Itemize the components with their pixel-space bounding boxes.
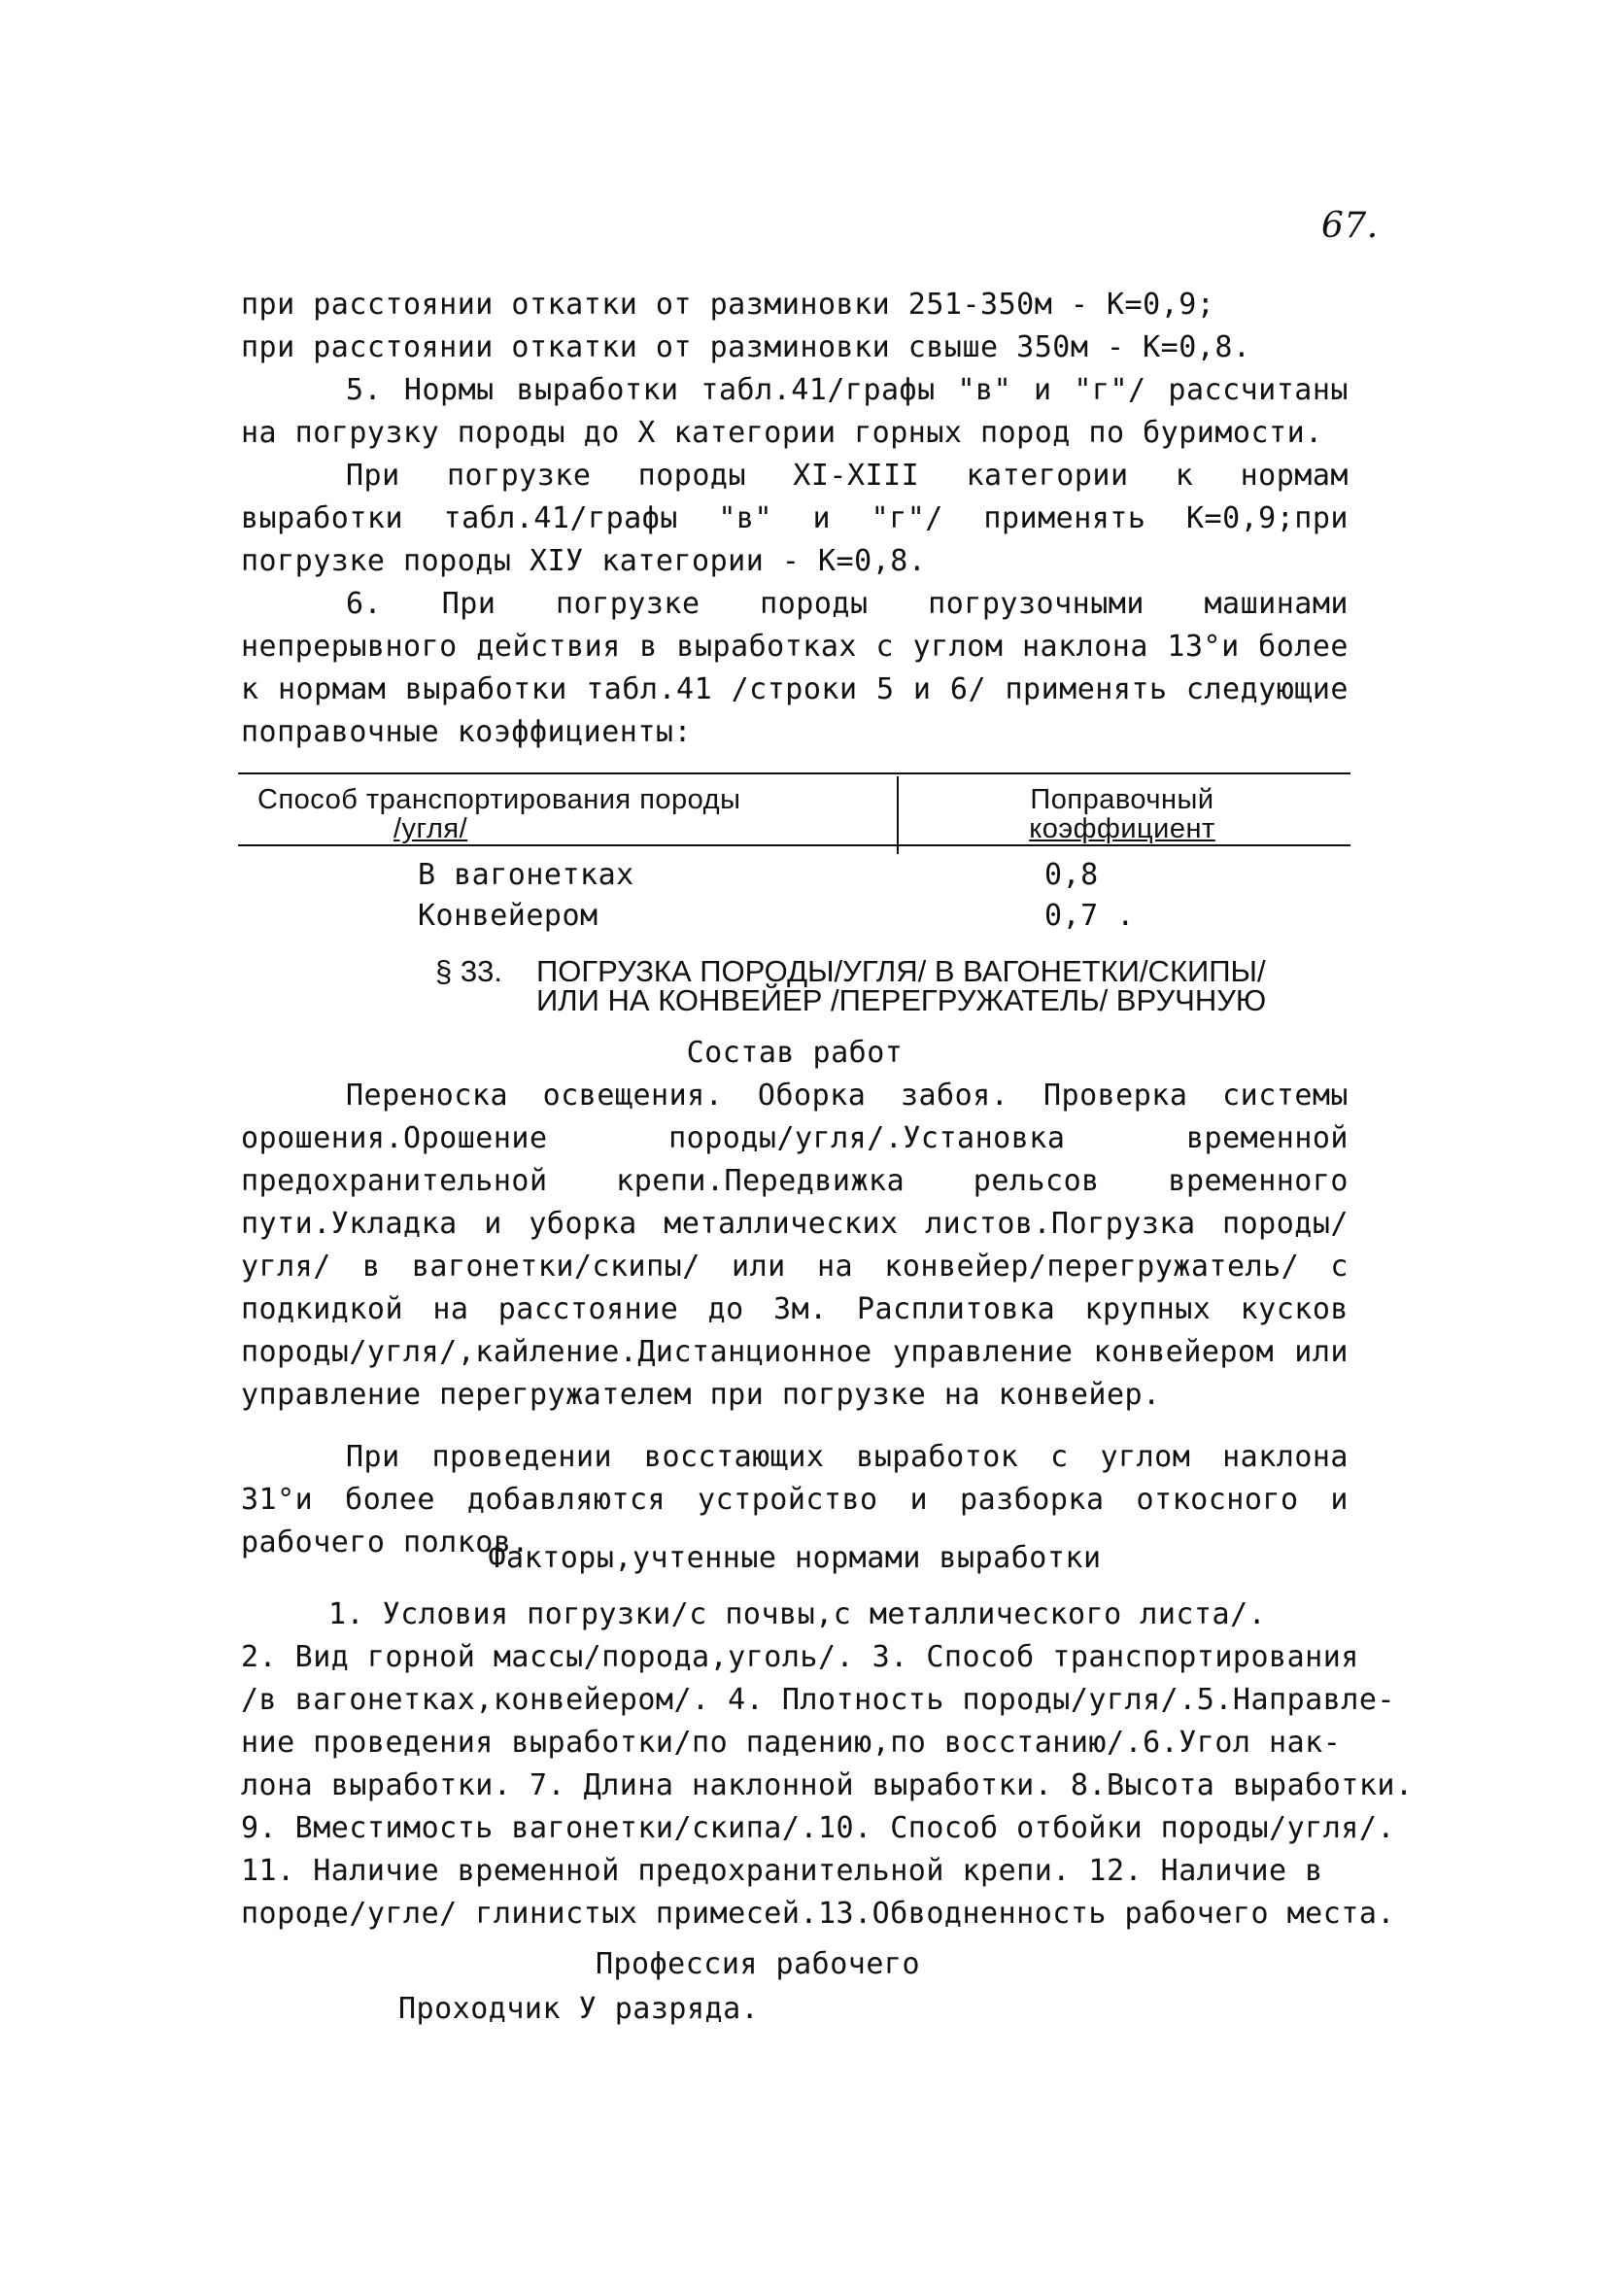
- work-composition-title: Состав работ: [686, 1036, 904, 1070]
- work-composition-addition: При проведении восстающих выработок с углом наклона 31°и более добавляются устройство и разборка откосного и рабочего полков.: [241, 1440, 1349, 1559]
- factors-line: 11. Наличие временной предохранительной крепи. 12. Наличие в: [241, 1854, 1323, 1888]
- note-5: 5. Нормы выработки табл.41/графы "в" и "г"/ рассчитаны на погрузку породы до X категории горных пород по буримости.: [241, 373, 1349, 450]
- table-row-coefficient: 0,7 .: [1044, 899, 1135, 933]
- section-title-line-2: ИЛИ НА КОНВЕЙЕР /ПЕРЕГРУЖАТЕЛЬ/ ВРУЧНУЮ: [536, 983, 1267, 1017]
- column-header-coefficient-sub: коэффициент: [1029, 813, 1215, 844]
- factors-line: лона выработки. 7. Длина наклонной выработки. 8.Высота выработки.: [241, 1768, 1414, 1802]
- work-composition-block: [241, 1075, 1349, 1564]
- table-column-divider: [897, 776, 899, 854]
- table-row-method: В вагонетках: [418, 858, 634, 892]
- factors-block: [241, 1593, 1414, 1936]
- table-header-rule: [238, 844, 1350, 846]
- note-5-continuation: При погрузке породы XI-XIII категории к нормам выработки табл.41/графы "в" и "г"/ применять К=0,9;при погрузке породы XIУ категории - К=0,8.: [241, 459, 1349, 578]
- section-number: § 33.: [435, 954, 502, 988]
- factors-title: Факторы,учтенные нормами выработки: [488, 1541, 1102, 1575]
- column-header-coefficient: Поправочный: [1030, 784, 1214, 815]
- factors-line: ние проведения выработки/по падению,по восстанию/.6.Угол нак-: [241, 1726, 1342, 1760]
- table-top-rule: [238, 772, 1350, 774]
- intro-line-1: при расстоянии откатки от разминовки 251-350м - К=0,9;: [241, 288, 1215, 322]
- work-composition-text: Переноска освещения. Оборка забоя. Проверка системы орошения.Орошение породы/угля/.Установка временной предохранительной крепи.Передвижка рельсов временного пути.Укладка и уборка металлических листов.Погрузка породы/угля/ в вагонетки/скипы/ или на конвейер/перегружатель/ с подкидкой на расстояние до 3м. Расплитовка крупных кусков породы/угля/,кайление.Дистанционное управление конвейером или управление перегружателем при погрузке на конвейер.: [241, 1079, 1349, 1412]
- note-6: 6. При погрузке породы погрузочными машинами непрерывного действия в выработках с углом наклона 13°и более к нормам выработки табл.41 /строки 5 и 6/ применять следующие поправочные коэффициенты:: [241, 587, 1349, 749]
- table-row-method: Конвейером: [418, 899, 598, 933]
- page-number: 67.: [1321, 206, 1379, 246]
- profession-text: Проходчик У разряда.: [398, 1992, 760, 2026]
- factors-line: 9. Вместимость вагонетки/скипа/.10. Способ отбойки породы/угля/.: [241, 1811, 1395, 1845]
- table-row-coefficient: 0,8: [1044, 858, 1099, 892]
- intro-block: [241, 284, 1349, 754]
- factors-line: 1. Условия погрузки/с почвы,с металлического листа/.: [328, 1597, 1267, 1631]
- profession-title: Профессия рабочего: [595, 1947, 921, 1981]
- column-header-method: Способ транспортирования породы: [257, 784, 741, 815]
- section-title-line-1: ПОГРУЗКА ПОРОДЫ/УГЛЯ/ В ВАГОНЕТКИ/СКИПЫ/: [536, 954, 1266, 988]
- intro-line-2: при расстоянии откатки от разминовки свыше 350м - К=0,8.: [241, 330, 1251, 364]
- factors-line: /в вагонетках,конвейером/. 4. Плотность породы/угля/.5.Направле-: [241, 1683, 1395, 1717]
- factors-line: породе/угле/ глинистых примесей.13.Обводненность рабочего места.: [241, 1897, 1395, 1931]
- column-header-method-sub: /угля/: [393, 813, 468, 844]
- factors-line: 2. Вид горной массы/порода,уголь/. 3. Способ транспортирования: [241, 1640, 1359, 1674]
